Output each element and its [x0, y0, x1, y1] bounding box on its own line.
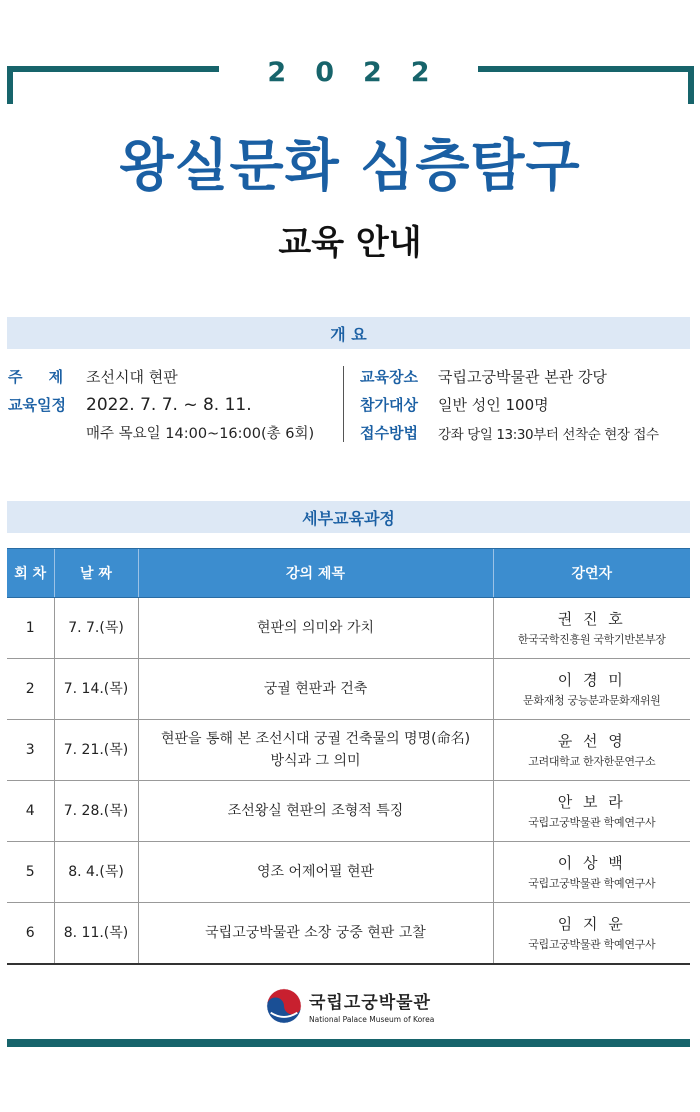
curriculum-table — [7, 548, 690, 965]
session-date: 7. 14.(목) — [54, 659, 138, 720]
audience-value: 일반 성인 100명 — [438, 396, 549, 414]
session-lecturer — [493, 598, 690, 659]
session-lecturer — [493, 842, 690, 903]
table-row — [7, 903, 690, 965]
registration-row — [360, 422, 659, 443]
lecturer-affiliation: 국립고궁박물관 학예연구사 — [528, 938, 656, 952]
column-header-session: 회 차 — [7, 549, 54, 598]
lecturer-name: 이 상 백 — [557, 854, 626, 873]
session-title-line1: 영조 어제어필 현판 — [256, 863, 375, 880]
session-title — [138, 842, 493, 903]
lecturer-name: 이 경 미 — [557, 671, 626, 690]
lecturer-affiliation: 문화재청 궁능분과문화재위원 — [523, 694, 661, 708]
session-lecturer — [493, 659, 690, 720]
session-title-line1: 궁궐 현판과 건축 — [263, 680, 368, 697]
table-row — [7, 842, 690, 903]
lecturer-affiliation: 한국국학진흥원 국학기반본부장 — [517, 633, 666, 647]
subject-row — [8, 366, 178, 387]
year-label: 2022 — [267, 56, 459, 88]
header-frame-left — [7, 66, 219, 104]
lecturer-name: 임 지 윤 — [557, 915, 626, 934]
audience-row — [360, 394, 549, 415]
registration-value: 강좌 당일 13:30부터 선착순 현장 접수 — [438, 426, 659, 443]
column-header-title: 강의 제목 — [138, 549, 493, 598]
session-number: 1 — [7, 598, 54, 659]
session-date: 7. 21.(목) — [54, 720, 138, 781]
table-row — [7, 781, 690, 842]
bottom-bar — [7, 1039, 690, 1047]
overview-section-label: 개 요 — [330, 324, 367, 344]
schedule-dates: 2022. 7. 7. ~ 8. 11. — [86, 394, 252, 415]
session-title-line1: 조선왕실 현판의 조형적 특징 — [227, 802, 404, 819]
header-frame-right — [478, 66, 694, 104]
logo-name-en: National Palace Museum of Korea — [309, 1015, 435, 1024]
lecturer-affiliation: 국립고궁박물관 학예연구사 — [528, 877, 656, 891]
column-header-date: 날 짜 — [54, 549, 138, 598]
overview-divider — [343, 366, 344, 442]
session-title — [138, 659, 493, 720]
curriculum-section-label: 세부교육과정 — [302, 508, 395, 528]
table-header-row — [7, 549, 690, 598]
session-date: 8. 11.(목) — [54, 903, 138, 965]
museum-logo — [265, 987, 434, 1025]
session-lecturer — [493, 720, 690, 781]
session-date: 7. 7.(목) — [54, 598, 138, 659]
lecturer-name: 윤 선 영 — [557, 732, 626, 751]
table-row — [7, 659, 690, 720]
schedule-time: 매주 목요일 14:00~16:00(총 6회) — [86, 426, 315, 442]
column-header-lecturer: 강연자 — [493, 549, 690, 598]
lecturer-name: 안 보 라 — [557, 793, 626, 812]
registration-label: 접수방법 — [360, 424, 418, 442]
lecturer-name: 권 진 호 — [557, 610, 626, 629]
schedule-time-row — [86, 422, 314, 443]
session-number: 4 — [7, 781, 54, 842]
session-title — [138, 781, 493, 842]
session-title-line1: 현판의 의미와 가치 — [256, 619, 375, 636]
session-title — [138, 903, 493, 965]
session-number: 6 — [7, 903, 54, 965]
lecturer-affiliation: 국립고궁박물관 학예연구사 — [528, 816, 656, 830]
subject-label: 주 제 — [8, 368, 64, 386]
table-row — [7, 720, 690, 781]
session-title — [138, 598, 493, 659]
session-title-line1: 국립고궁박물관 소장 궁중 현판 고찰 — [205, 924, 426, 941]
overview-section-header — [7, 317, 690, 349]
sub-title: 교육 안내 — [278, 223, 422, 263]
lecturer-affiliation: 고려대학교 한자한문연구소 — [528, 755, 656, 769]
table-row — [7, 598, 690, 659]
session-number: 5 — [7, 842, 54, 903]
schedule-label: 교육일정 — [8, 396, 66, 414]
schedule-row — [8, 394, 252, 415]
session-date: 7. 28.(목) — [54, 781, 138, 842]
audience-label: 참가대상 — [360, 396, 418, 414]
subject-value: 조선시대 현판 — [86, 368, 178, 386]
session-lecturer — [493, 781, 690, 842]
venue-label: 교육장소 — [360, 368, 418, 386]
session-title-line1: 현판을 통해 본 조선시대 궁궐 건축물의 명명(命名) — [160, 730, 471, 747]
session-number: 2 — [7, 659, 54, 720]
logo-text — [309, 988, 434, 1024]
venue-value: 국립고궁박물관 본관 강당 — [438, 368, 607, 386]
curriculum-section-header — [7, 501, 690, 533]
session-lecturer — [493, 903, 690, 965]
session-title — [138, 720, 493, 781]
session-date: 8. 4.(목) — [54, 842, 138, 903]
session-number: 3 — [7, 720, 54, 781]
venue-row — [360, 366, 607, 387]
logo-name: 국립고궁박물관 — [309, 993, 431, 1013]
main-title: 왕실문화 심층탐구 — [119, 134, 581, 199]
session-title-line2: 방식과 그 의미 — [270, 753, 361, 769]
taegeuk-emblem-icon — [265, 987, 303, 1025]
